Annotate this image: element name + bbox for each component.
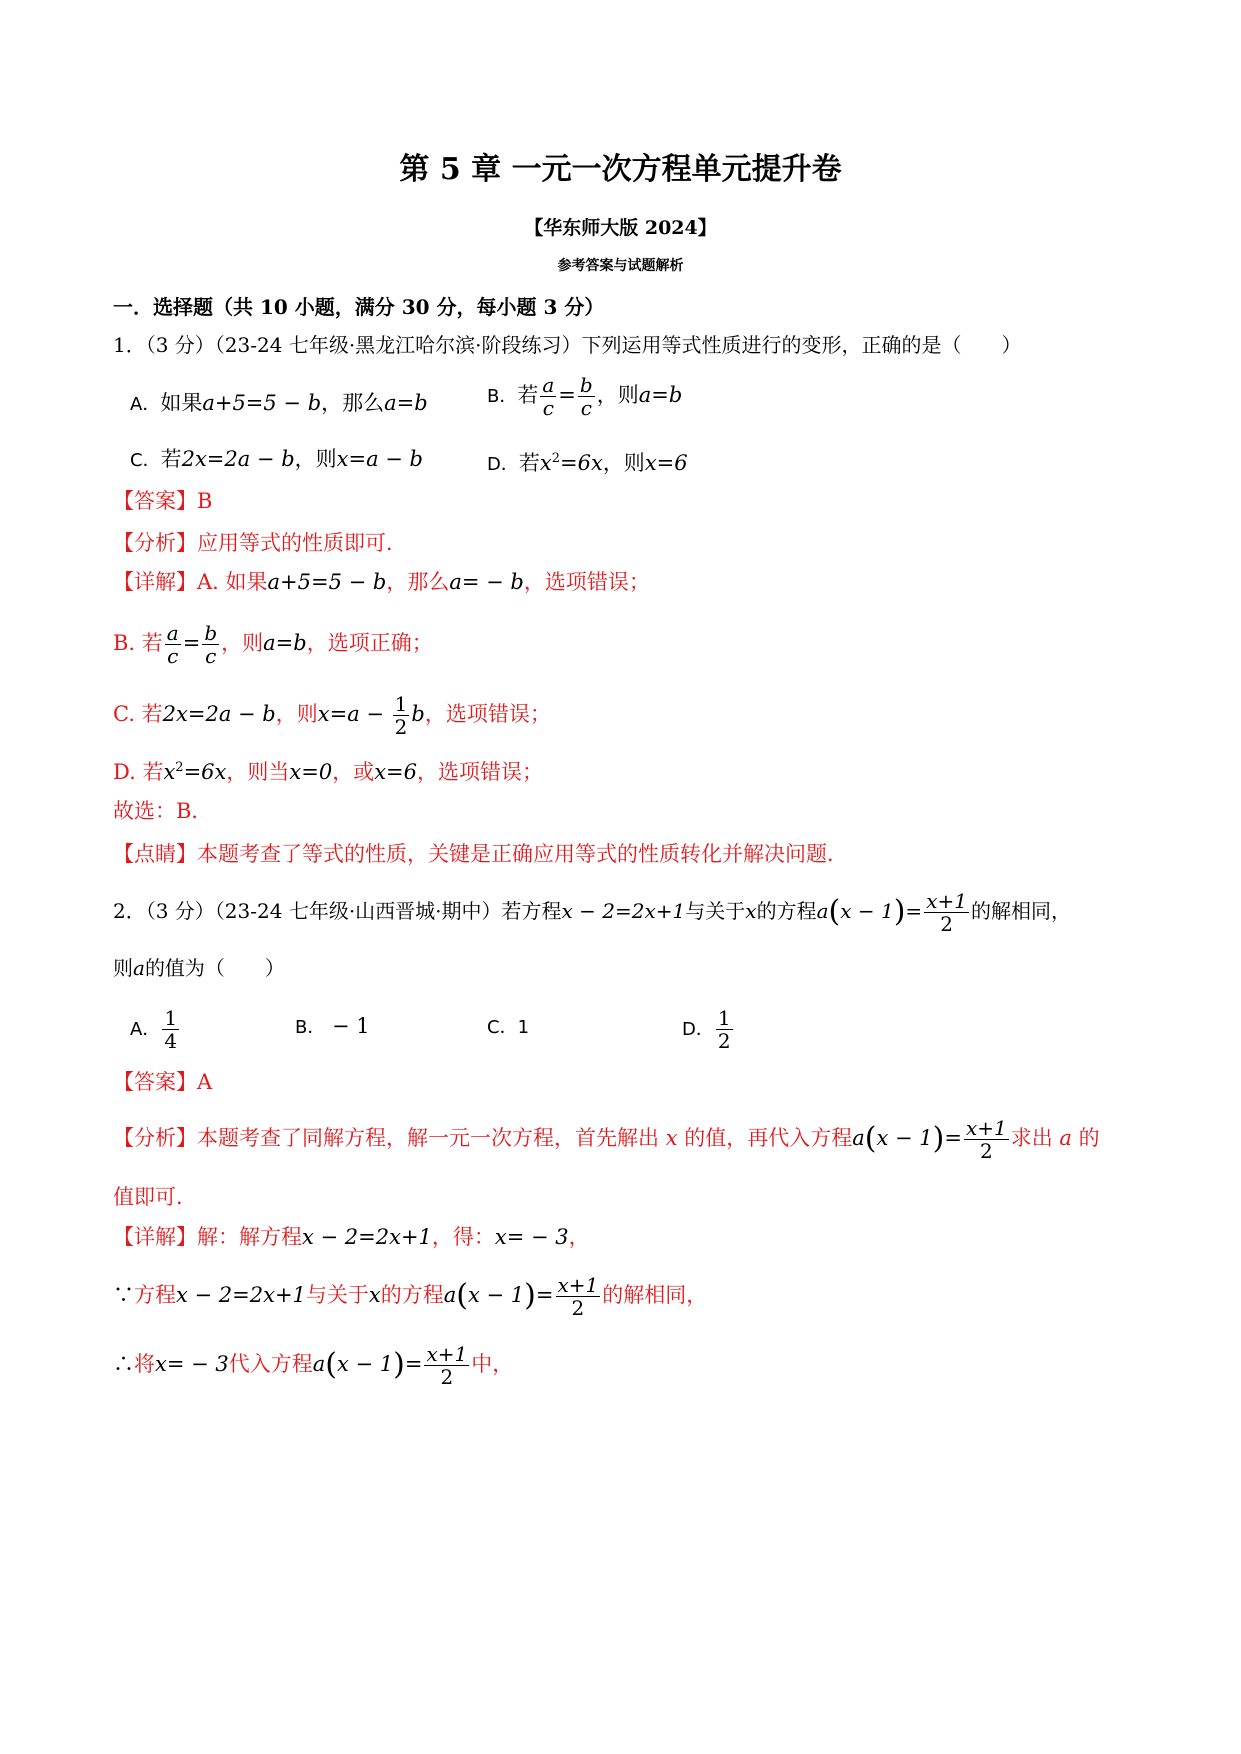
q2-analysis: 【分析】本题考查了同解方程，解一元一次方程，首先解出 x 的值，再代入方程a(x − 1)= $\frac{x+1}{2}$ 求出 a 的 (113, 1116, 1100, 1163)
q2-option-b: B． − 1 (295, 1014, 370, 1038)
q2-stem: 2．（3 分）（23-24 七年级·山西晋城·期中）若方程x − 2=2x+1与关于x的方程a(x − 1)= $\frac{x+1}{2}$ 的解相同， (113, 889, 1071, 936)
q1-option-b: B．若 $\frac{a}{c}$ = $\frac{b}{c}$ ，则a=b (487, 373, 683, 420)
section-heading: 一．选择题（共 10 小题，满分 30 分，每小题 3 分） (113, 295, 605, 319)
q1-stem: 1．（3 分）（23-24 七年级·黑龙江哈尔滨·阶段练习）下列运用等式性质进行的变形，正确的是（ ） (113, 333, 1022, 357)
q1-option-c: C．若2x=2a − b，则x=a − b (130, 447, 424, 471)
q1-answer: 【答案】B (113, 489, 213, 513)
caption: 参考答案与试题解析 (557, 258, 684, 274)
q1-detail-c: C. 若2x=2a − b，则x=a − $\frac{1}{2}$ b，选项错误； (113, 692, 551, 739)
q1-option-d: D．若$x^2=6x$，则x=6 (487, 451, 688, 475)
page-title: 第 5 章 一元一次方程单元提升卷 (399, 152, 842, 187)
q2-option-c: C．1 (487, 1017, 530, 1038)
q2-detail-1: 【详解】解：解方程x − 2=2x+1，得：x= − 3， (113, 1225, 590, 1249)
q1-detail-a: 【详解】A. 如果a+5=5 − b，那么a= − b，选项错误； (113, 570, 650, 594)
q2-detail-3: ∴将x= − 3代入方程a(x − 1)= $\frac{x+1}{2}$ 中， (113, 1342, 514, 1389)
q1-choose: 故选：B． (113, 799, 213, 823)
q2-option-d: D． $\frac{1}{2}$ (682, 1006, 731, 1053)
q2-answer: 【答案】A (113, 1070, 213, 1094)
q1-option-a: A．如果a+5=5 − b，那么a=b (130, 391, 428, 415)
q1-detail-d: D. 若$x^2=6x$，则当x=0，或x=6，选项错误； (113, 760, 544, 784)
q1-analysis: 【分析】应用等式的性质即可． (113, 531, 407, 555)
q2-analysis-line2: 值即可． (113, 1185, 197, 1209)
edition-subtitle: 【华东师大版 2024】 (524, 217, 717, 239)
q2-detail-2: ∵方程x − 2=2x+1与关于x的方程a(x − 1)= $\frac{x+1}{2}$ 的解相同， (113, 1273, 708, 1320)
q2-option-a: A． $\frac{1}{4}$ (130, 1006, 178, 1053)
q2-stem-line2: 则a的值为（ ） (113, 956, 285, 980)
q1-detail-b: B. 若 $\frac{a}{c}$ = $\frac{b}{c}$ ，则a=b，选项正确； (113, 621, 433, 668)
q1-comment: 【点睛】本题考查了等式的性质，关键是正确应用等式的性质转化并解决问题． (113, 842, 848, 866)
